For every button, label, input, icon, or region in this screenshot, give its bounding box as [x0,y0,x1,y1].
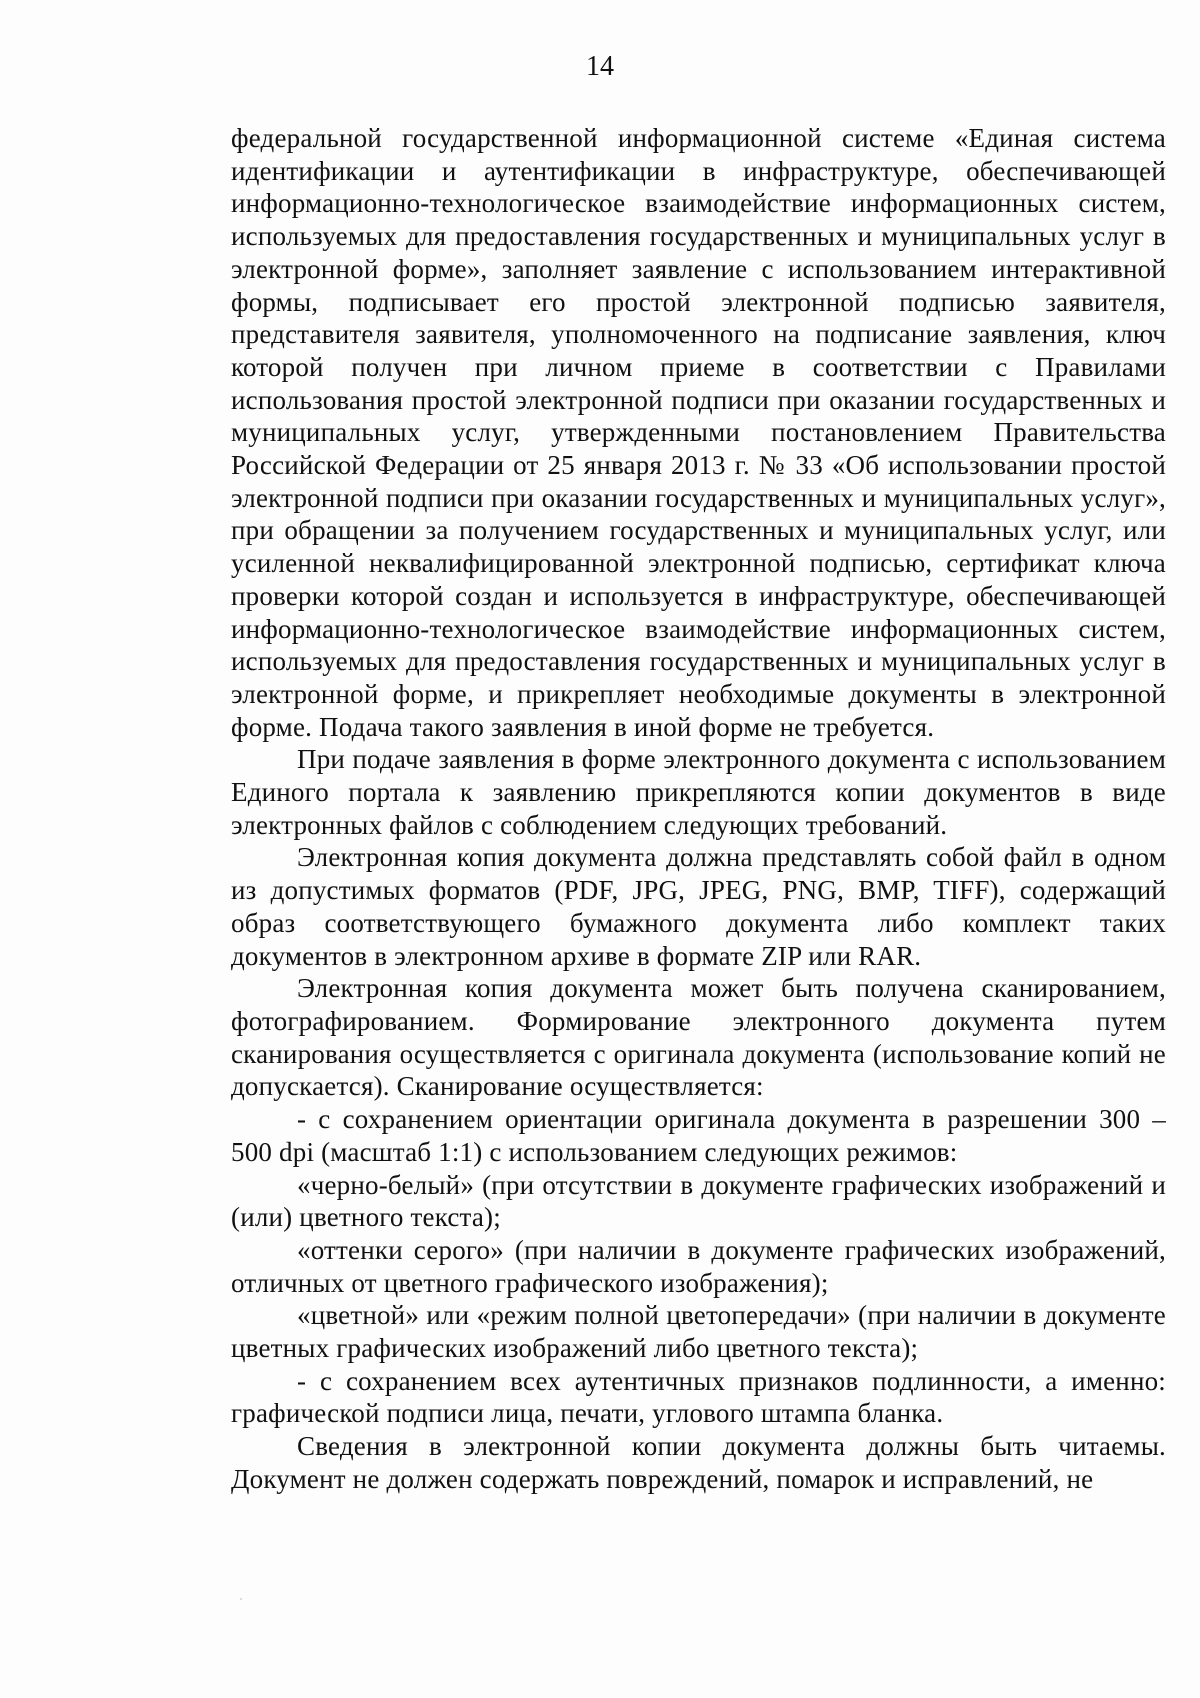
paragraph-file-formats: Электронная копия документа должна представлять собой файл в одном из допустимых форматов (PDF, JPG, JPEG, PNG, BMP, TIFF), содержащий образ соответствующего бумажного документа либо комплект таких документов в электронном архиве в формате ZIP или RAR. [231,842,1166,971]
paragraph-readability: Сведения в электронной копии документа должны быть читаемы. Документ не должен содержать повреждений, помарок и исправлений, не [231,1431,1166,1494]
list-item-authenticity: - с сохранением всех аутентичных признаков подлинности, а именно: графической подписи лица, печати, углового штампа бланка. [231,1365,1166,1429]
document-body [231,122,1166,1496]
scan-speck [240,1598,242,1600]
paragraph-continuation: федеральной государственной информационной системе «Единая система идентификации и аутентификации в инфраструктуре, обеспечивающей информационно-технологическое взаимодействие информационных систем, используемых для предоставления государственных и муниципальных услуг в электронной форме», заполняет заявление с использованием интерактивной формы, подписывает его простой электронной подписью заявителя, представителя заявителя, уполномоченного на подписание заявления, ключ которой получен при личном приеме в соответствии с Правилами использования простой электронной подписи при оказании государственных и муниципальных услуг, утвержденными постановлением Правительства Российской Федерации от 25 января 2013 г. № 33 «Об использовании простой электронной подписи при оказании государственных и муниципальных услуг», при обращении за получением государственных и муниципальных услуг, или усиленной неквалифицированной электронной подписью, сертификат ключа проверки которой создан и используется в инфраструктуре, обеспечивающей информационно-технологическое взаимодействие информационных систем, используемых для предоставления государственных и муниципальных услуг в электронной форме, и прикрепляет необходимые документы в электронной форме. Подача такого заявления в иной форме не требуется. [231,123,1166,742]
list-item-color: «цветной» или «режим полной цветопередачи» (при наличии в документе цветных графических изображений либо цветного текста); [231,1300,1166,1364]
paragraph-scanning: Электронная копия документа может быть получена сканированием, фотографированием. Формирование электронного документа путем сканирования осуществляется с оригинала документа (использование копий не допускается). Сканирование осуществляется: [231,973,1166,1102]
paragraph-electronic-submission: При подаче заявления в форме электронного документа с использованием Единого портала к заявлению прикрепляются копии документов в виде электронных файлов с соблюдением следующих требований. [231,744,1166,840]
list-item-grayscale: «оттенки серого» (при наличии в документе графических изображений, отличных от цветного графического изображения); [231,1234,1166,1298]
list-item-black-white: «черно-белый» (при отсутствии в документе графических изображений и (или) цветного текста); [231,1169,1166,1233]
page-number: 14 [586,51,614,82]
list-item-orientation: - с сохранением ориентации оригинала документа в разрешении 300 – 500 dpi (масштаб 1:1) с использованием следующих режимов: [231,1104,1166,1167]
